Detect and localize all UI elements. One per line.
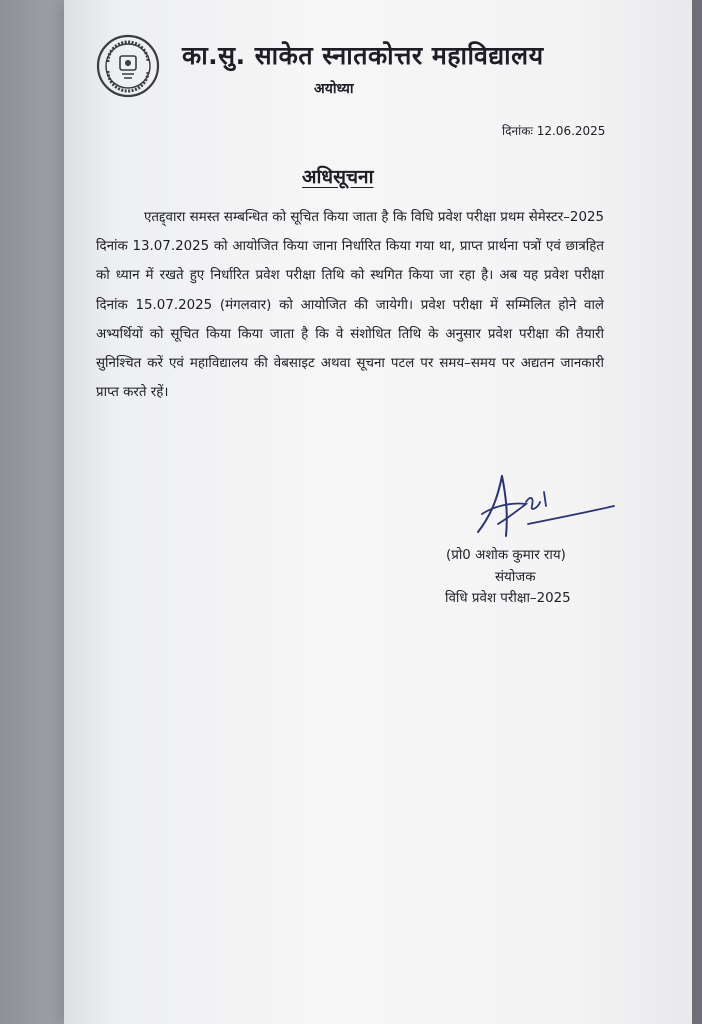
signature-icon: [468, 466, 618, 546]
date-value: 12.06.2025: [536, 124, 606, 138]
signatory-department: विधि प्रवेश परीक्षा–2025: [445, 591, 571, 606]
college-city: अयोध्या: [314, 81, 354, 97]
date-label: दिनांकः: [502, 124, 533, 138]
notice-body: एतद्द्वारा समस्त सम्बन्धित को सूचित किया जाता है कि विधि प्रवेश परीक्षा प्रथम सेमेस्टर–2025 दिनांक 13.07.2025 को आयोजित किया जाना निर्धारित किया गया था, प्राप्त प्रार्थना पत्रों एवं छात्रहित को ध्यान में रखते हुए निर्धारित प्रवेश परीक्षा तिथि को स्थगित किया जा रहा है। अब यह प्रवेश परीक्षा दिनांक 15.07.2025 (मंगलवार) को आयोजित की जायेगी। प्रवेश परीक्षा में सम्मिलित होने वाले अभ्यर्थियों को सूचित किया किया जाता है कि वे संशोधित तिथि के अनुसार प्रवेश परीक्षा की तैयारी सुनिश्चित करें एवं महाविद्यालय की वेबसाइट अथवा सूचना पटल पर समय–समय पर अद्यतन जानकारी प्राप्त करते रहें।: [96, 210, 604, 401]
issue-date: [502, 122, 605, 139]
signatory-name: (प्रो0 अशोक कुमार राय): [446, 548, 566, 563]
notice-document: [64, 0, 692, 1024]
college-seal-icon: [96, 34, 160, 98]
signatory-role: संयोजक: [495, 570, 536, 585]
notice-title: अधिसूचना: [302, 166, 374, 188]
college-name: का.सु. साकेत स्नातकोत्तर महाविद्यालय: [182, 41, 544, 70]
